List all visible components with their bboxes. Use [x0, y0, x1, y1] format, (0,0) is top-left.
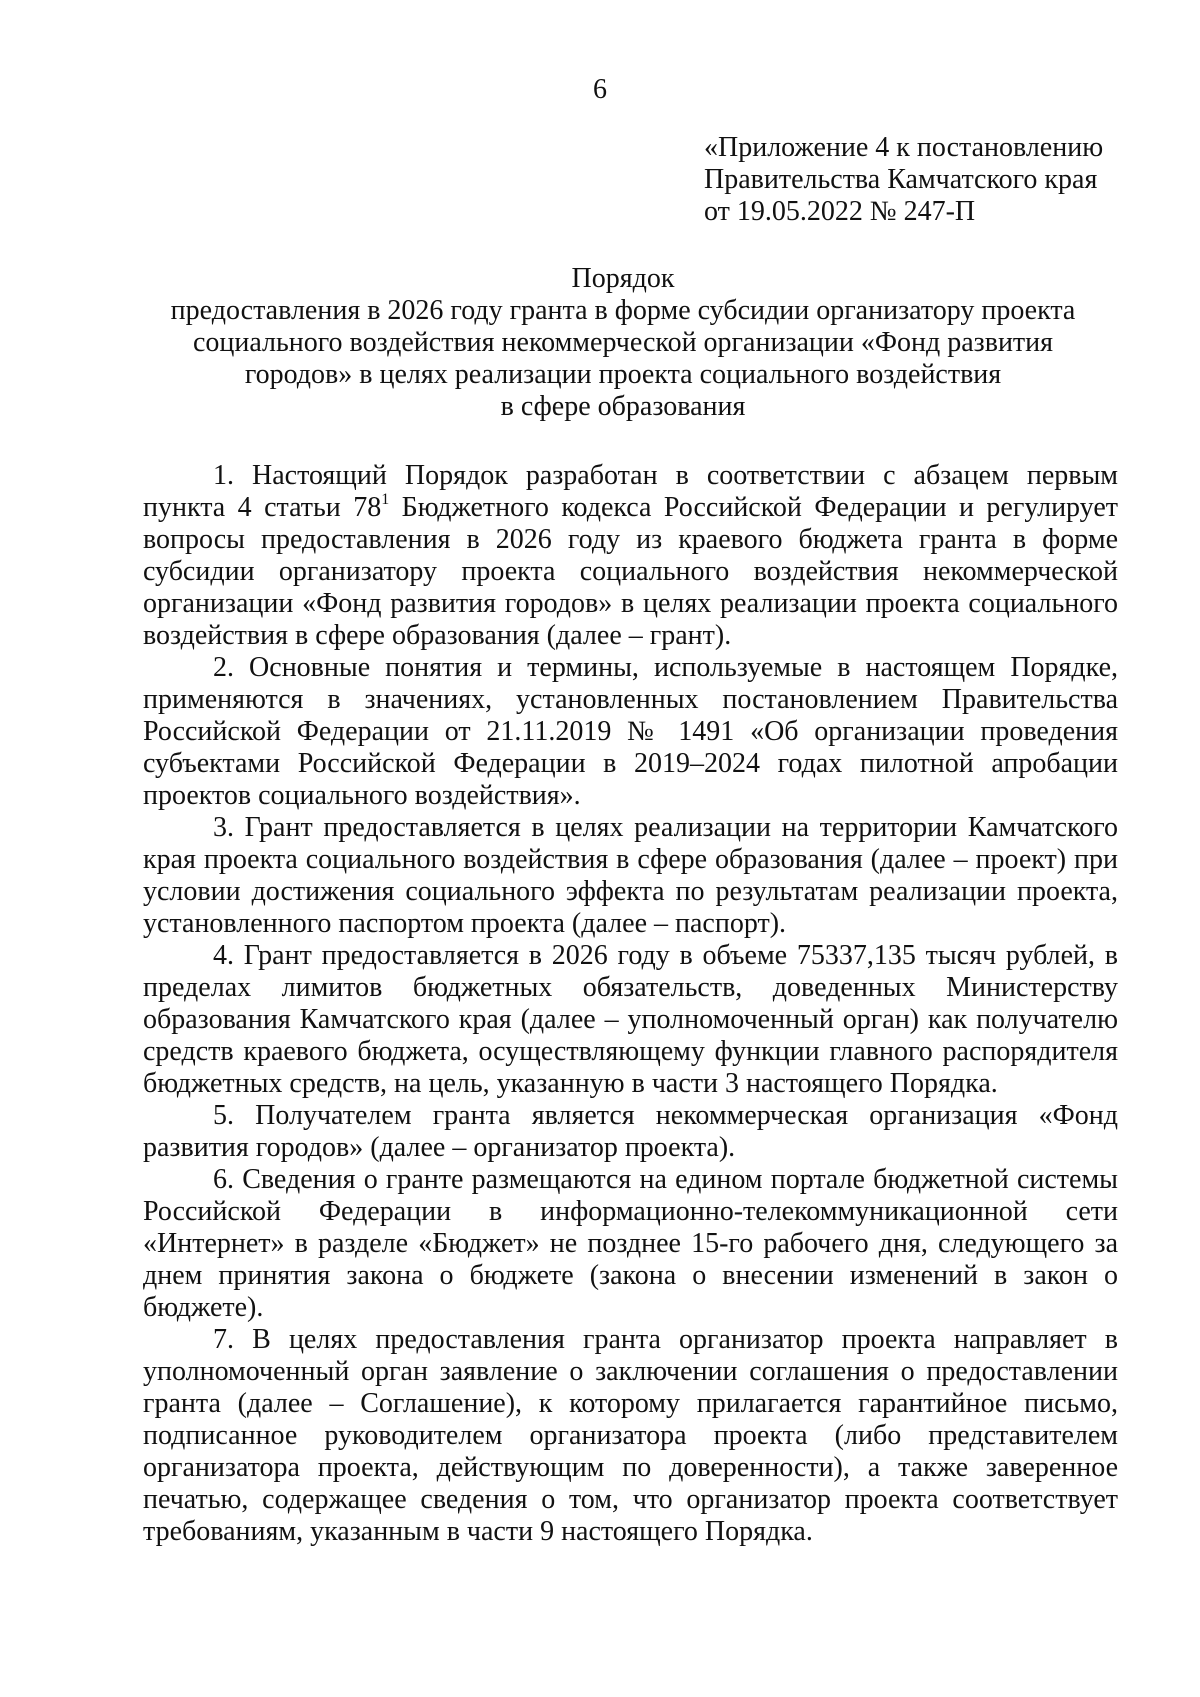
paragraph-6: 6. Сведения о гранте размещаются на едином портале бюджетной системы Российской Федерации в информационно-телекоммуникационной сети «Интернет» в разделе «Бюджет» не позднее 15-го рабочего дня, следующего за днем принятия закона о бюджете (закона о внесении изменений в закон о бюджете).: [143, 1164, 1118, 1323]
paragraph-2: 2. Основные понятия и термины, используемые в настоящем Порядке, применяются в значениях, установленных постановлением Правительства Российской Федерации от 21.11.2019 № 1491 «Об организации проведения субъектами Российской Федерации в 2019–2024 годах пилотной апробации проектов социального воздействия».: [143, 652, 1118, 811]
title-line: социального воздействия некоммерческой организации «Фонд развития: [192, 327, 1054, 358]
paragraph-1-text-end: Бюджетного кодекса Российской Федерации и регулирует вопросы предоставления в 2026 году из краевого бюджета гранта в форме субсидии организатору проекта социального воздействия некоммерческой организации «Фонд развития городов» в целях реализации проекта социального воздействия в сфере образования (далее – грант).: [143, 492, 1118, 651]
appendix-reference: [704, 132, 1144, 228]
page-number: 6: [593, 74, 607, 105]
title-line: городов» в целях реализации проекта социального воздействия: [244, 359, 1002, 390]
paragraph-1-text-start: 1. Настоящий Порядок разработан в соответствии с абзацем первым пункта 4 статьи 78: [143, 460, 1118, 523]
paragraph-4: 4. Грант предоставляется в 2026 году в объеме 75337,135 тысяч рублей, в пределах лимитов бюджетных обязательств, доведенных Министерству образования Камчатского края (далее – уполномоченный орган) как получателю средств краевого бюджета, осуществляющему функции главного распорядителя бюджетных средств, на цель, указанную в части 3 настоящего Порядка.: [143, 940, 1118, 1099]
paragraph-3: 3. Грант предоставляется в целях реализации на территории Камчатского края проекта социального воздействия в сфере образования (далее – проект) при условии достижения социального эффекта по результатам реализации проекта, установленного паспортом проекта (далее – паспорт).: [143, 812, 1118, 939]
title-heading: Порядок: [571, 263, 675, 294]
appendix-line: от 19.05.2022 № 247-П: [704, 196, 976, 227]
paragraph-1: [143, 460, 1118, 652]
title-line: предоставления в 2026 году гранта в форме субсидии организатору проекта: [170, 295, 1076, 326]
article-superscript: 1: [381, 491, 390, 508]
paragraph-5: 5. Получателем гранта является некоммерческая организация «Фонд развития городов» (далее – организатор проекта).: [143, 1100, 1118, 1163]
title-line: в сфере образования: [500, 391, 746, 422]
document-body: [143, 460, 1118, 1548]
appendix-line: «Приложение 4 к постановлению: [704, 132, 1104, 163]
paragraph-7: 7. В целях предоставления гранта организатор проекта направляет в уполномоченный орган заявление о заключении соглашения о предоставлении гранта (далее – Соглашение), к которому прилагается гарантийное письмо, подписанное руководителем организатора проекта (либо представителем организатора проекта, действующим по доверенности), а также заверенное печатью, содержащее сведения о том, что организатор проекта соответствует требованиям, указанным в части 9 настоящего Порядка.: [143, 1324, 1118, 1547]
appendix-line: Правительства Камчатского края: [704, 164, 1098, 195]
document-title: [143, 263, 1103, 423]
